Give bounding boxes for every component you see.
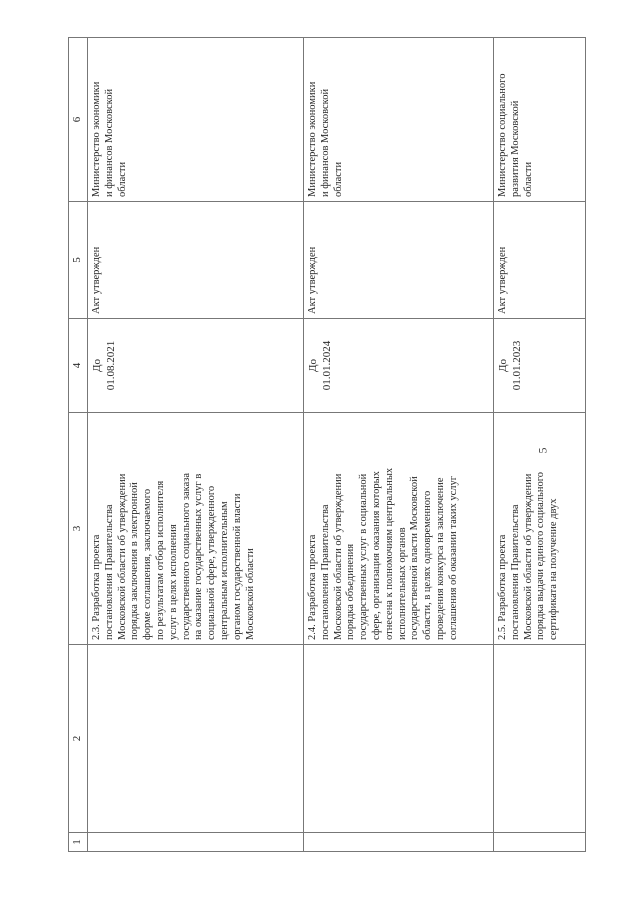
row-cell-col2 [88, 645, 304, 833]
deadline-cell [304, 319, 494, 413]
row-cell-col2 [304, 645, 494, 833]
rotated-page-content [68, 37, 586, 852]
result-cell: Акт утвержден [304, 202, 494, 319]
responsible-cell: Министерство социального развития Московской области [494, 38, 586, 202]
result-cell: Акт утвержден [88, 202, 304, 319]
row-cell-col2 [494, 645, 586, 833]
table-row [88, 38, 304, 852]
header-col-1: 1 [69, 833, 88, 852]
task-description: 2.4. Разработка проекта постановления Правительства Московской области об утверждении порядка объединения государственных услуг в социальной сфере, организация оказания которых отнесена к полномочиям центральных исполнительных органов государственной власти Московской области, в целях одновременного проведения конкурса на заключение соглашения об оказании таких услуг [304, 413, 494, 645]
deadline-date: 01.08.2021 [104, 340, 117, 391]
table-row [494, 38, 586, 852]
task-description: 2.3. Разработка проекта постановления Правительства Московской области об утверждении порядка заключения в электронной форме соглашения, заключаемого по результатам отбора исполнителя услуг в целях исполнения государственного социального заказа на оказание государственных услуг в социальной сфере, утвержденного центральным исполнительным органом государственной власти Московской области [88, 413, 304, 645]
responsible-cell: Министерство экономики и финансов Московской области [304, 38, 494, 202]
deadline-prefix: До [307, 359, 319, 373]
responsible-cell: Министерство экономики и финансов Московской области [88, 38, 304, 202]
task-description: 2.5. Разработка проекта постановления Правительства Московской области об утверждении порядка выдачи единого социального сертификата на получение двух [494, 413, 586, 645]
header-col-2: 2 [69, 645, 88, 833]
deadline-date: 01.01.2024 [320, 340, 333, 391]
page-number: 5 [535, 447, 550, 454]
deadline-date: 01.01.2023 [510, 340, 523, 391]
deadline-prefix: До [497, 359, 509, 373]
header-col-5: 5 [69, 202, 88, 319]
header-col-6: 6 [69, 38, 88, 202]
header-col-3: 3 [69, 413, 88, 645]
row-cell-col1 [304, 833, 494, 852]
row-cell-col1 [494, 833, 586, 852]
table-row [304, 38, 494, 852]
deadline-cell [88, 319, 304, 413]
document-table [68, 37, 586, 852]
header-col-4: 4 [69, 319, 88, 413]
result-cell: Акт утвержден [494, 202, 586, 319]
deadline-cell [494, 319, 586, 413]
row-cell-col1 [88, 833, 304, 852]
deadline-prefix: До [91, 359, 103, 373]
table-header-row [69, 38, 88, 852]
